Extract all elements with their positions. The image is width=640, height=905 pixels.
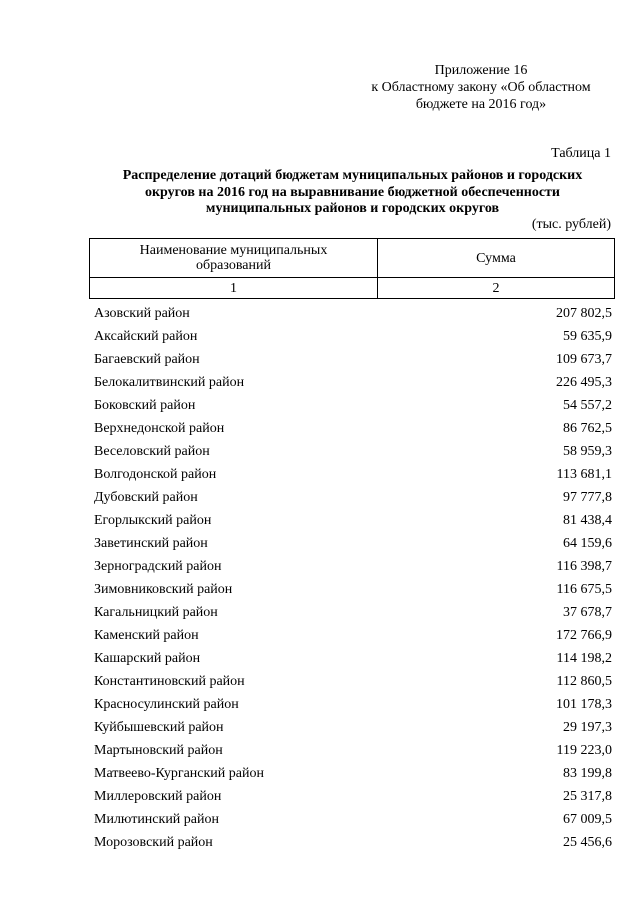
table-row <box>94 739 612 762</box>
row-name: Константиновский район <box>94 673 245 689</box>
row-sum: 207 802,5 <box>556 305 612 321</box>
row-sum: 25 456,6 <box>563 834 612 850</box>
row-sum: 58 959,3 <box>563 443 612 459</box>
table-row <box>94 325 612 348</box>
table-row <box>94 463 612 486</box>
title-line-2: округов на 2016 год на выравнивание бюджетной обеспеченности <box>144 184 560 200</box>
row-name: Волгодонской район <box>94 466 217 482</box>
table-label: Таблица 1 <box>551 146 611 161</box>
row-sum: 67 009,5 <box>563 811 612 827</box>
appendix-line-2: к Областному закону «Об областном <box>371 80 591 95</box>
row-sum: 37 678,7 <box>563 604 612 620</box>
row-sum: 25 317,8 <box>563 788 612 804</box>
table-row <box>94 440 612 463</box>
header-col-sum: Сумма <box>378 239 615 278</box>
row-name: Милютинский район <box>94 811 220 827</box>
row-name: Верхнедонской район <box>94 420 225 436</box>
header-col-name <box>90 239 378 278</box>
row-name: Каменский район <box>94 627 199 643</box>
row-sum: 119 223,0 <box>556 742 612 758</box>
row-name: Зерноградский район <box>94 558 222 574</box>
row-name: Куйбышевский район <box>94 719 224 735</box>
row-sum: 172 766,9 <box>556 627 612 643</box>
row-name: Кашарский район <box>94 650 201 666</box>
table-row <box>94 647 612 670</box>
row-name: Веселовский район <box>94 443 210 459</box>
table-row <box>94 831 612 854</box>
row-name: Аксайский район <box>94 328 198 344</box>
table-row <box>94 785 612 808</box>
row-name: Мартыновский район <box>94 742 223 758</box>
table-row <box>94 417 612 440</box>
header-num-1: 1 <box>90 278 378 299</box>
header-num-2: 2 <box>378 278 615 299</box>
table-row <box>94 555 612 578</box>
header-col-name-line-2: образований <box>196 258 271 273</box>
appendix-header <box>351 62 611 113</box>
table-row <box>94 808 612 831</box>
table-body <box>94 302 612 854</box>
row-sum: 112 860,5 <box>556 673 612 689</box>
row-name: Багаевский район <box>94 351 200 367</box>
row-sum: 114 198,2 <box>556 650 612 666</box>
row-name: Боковский район <box>94 397 196 413</box>
row-sum: 116 675,5 <box>556 581 612 597</box>
units-label: (тыс. рублей) <box>531 217 611 232</box>
row-sum: 64 159,6 <box>563 535 612 551</box>
table-row <box>94 302 612 325</box>
row-sum: 101 178,3 <box>556 696 612 712</box>
row-name: Белокалитвинский район <box>94 374 245 390</box>
row-name: Кагальницкий район <box>94 604 218 620</box>
table-row <box>94 670 612 693</box>
header-col-name-line-1: Наименование муниципальных <box>139 243 328 258</box>
table-row <box>94 371 612 394</box>
row-sum: 97 777,8 <box>563 489 612 505</box>
table-row <box>94 509 612 532</box>
table-row <box>94 348 612 371</box>
table-row <box>94 693 612 716</box>
row-sum: 54 557,2 <box>563 397 612 413</box>
row-name: Азовский район <box>94 305 190 321</box>
appendix-line-3: бюджете на 2016 год» <box>415 97 547 112</box>
table-row <box>94 486 612 509</box>
row-sum: 83 199,8 <box>563 765 612 781</box>
table-row <box>94 762 612 785</box>
table-row <box>94 532 612 555</box>
table-row <box>94 578 612 601</box>
row-name: Красносулинский район <box>94 696 239 712</box>
row-name: Матвеево-Курганский район <box>94 765 264 781</box>
row-name: Миллеровский район <box>94 788 222 804</box>
table-row <box>94 394 612 417</box>
row-sum: 226 495,3 <box>556 374 612 390</box>
row-sum: 29 197,3 <box>563 719 612 735</box>
title-line-3: муниципальных районов и городских округов <box>205 201 500 216</box>
row-name: Заветинский район <box>94 535 208 551</box>
title-line-1: Распределение дотаций бюджетам муниципальных районов и городских <box>122 168 583 183</box>
row-sum: 81 438,4 <box>563 512 612 528</box>
row-sum: 86 762,5 <box>563 420 612 436</box>
row-sum: 116 398,7 <box>556 558 612 574</box>
row-sum: 59 635,9 <box>563 328 612 344</box>
table-row <box>94 716 612 739</box>
row-name: Морозовский район <box>94 834 213 850</box>
table-header <box>89 238 615 299</box>
row-name: Егорлыкский район <box>94 512 212 528</box>
row-sum: 109 673,7 <box>556 351 612 367</box>
document-title <box>90 168 615 218</box>
table-row <box>94 624 612 647</box>
row-sum: 113 681,1 <box>556 466 612 482</box>
row-name: Зимовниковский район <box>94 581 233 597</box>
appendix-line-1: Приложение 16 <box>434 63 528 78</box>
table-row <box>94 601 612 624</box>
row-name: Дубовский район <box>94 489 198 505</box>
